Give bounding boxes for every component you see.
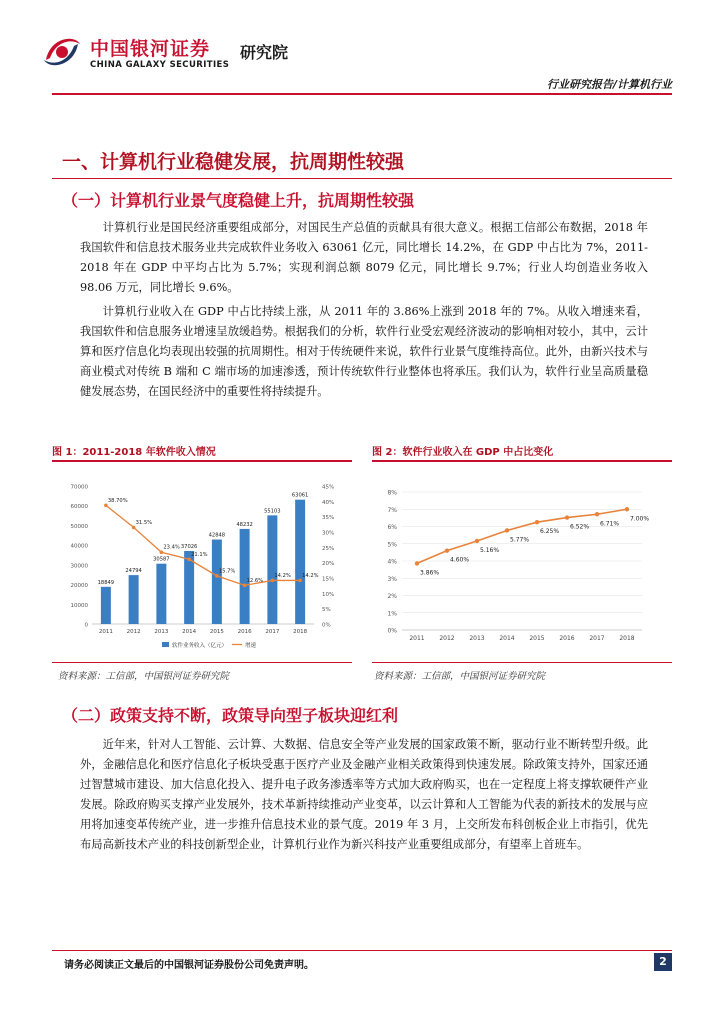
revenue-bar-label: 42848 bbox=[208, 532, 226, 539]
gdp-share-label: 5.77% bbox=[510, 536, 530, 544]
revenue-bar bbox=[267, 515, 277, 624]
paragraph-2: 计算机行业收入在 GDP 中占比持续上涨，从 2011 年的 3.86%上涨到 2018 年的 7%。从收入增速来看，我国软件和信息服务业增速呈放缓趋势。根据我们的分析，软件行业受宏观经济波动的影响相对较小，其中，云计算和医疗信息化均表现出较强的抗周期性。相对于传统硬件来说，软件行业景气度维持高位。此外，由新兴技术与商业模式对传统 B 端和 C 端市场的加速渗透，预计传统软件行业整体也将承压。我们认为，软件行业呈高质量稳健发展态势，在国民经济中的重要性将持续提升。 bbox=[80, 305, 648, 398]
figure-2-title: 图 2：软件行业收入在 GDP 中占比变化 bbox=[372, 447, 554, 458]
subsection-title-1: （一）计算机行业景气度稳健上升，抗周期性较强 bbox=[62, 191, 415, 210]
growth-label: 15.7% bbox=[218, 568, 236, 575]
subsection-title-2: （二）政策支持不断，政策导向型子板块迎红利 bbox=[62, 706, 399, 725]
gdp-share-point bbox=[535, 520, 539, 524]
y-tick-label: 40000 bbox=[70, 543, 88, 550]
gdp-share-label: 6.25% bbox=[540, 528, 560, 536]
gdp-share-label: 6.71% bbox=[600, 520, 620, 528]
figure-1-rule bbox=[52, 460, 352, 462]
section-title: 一、计算机行业稳健发展，抗周期性较强 bbox=[62, 151, 405, 173]
x-tick-label: 2015 bbox=[529, 635, 545, 642]
gdp-share-label: 5.16% bbox=[480, 546, 500, 554]
page-number: 2 bbox=[654, 953, 672, 971]
x-tick-label: 2012 bbox=[439, 635, 455, 642]
y2-tick-label: 40% bbox=[322, 499, 335, 506]
figure-1-bottom-rule bbox=[52, 662, 352, 663]
growth-label: 21.1% bbox=[191, 551, 208, 558]
y-tick-label: 0% bbox=[387, 627, 397, 635]
y-tick-label: 5% bbox=[387, 541, 397, 549]
legend-line-label: 增速 bbox=[245, 643, 257, 649]
gdp-share-point bbox=[595, 512, 599, 516]
gdp-share-chart bbox=[372, 478, 672, 658]
revenue-bar bbox=[212, 540, 222, 624]
brand-name-en: CHINA GALAXY SECURITIES bbox=[90, 60, 230, 70]
x-tick-label: 2017 bbox=[265, 629, 280, 635]
y-tick-label: 2% bbox=[387, 593, 397, 600]
growth-point bbox=[160, 550, 164, 554]
report-type: 行业研究报告/计算机行业 bbox=[546, 78, 672, 91]
x-tick-label: 2011 bbox=[409, 635, 425, 642]
y2-tick-label: 0% bbox=[322, 622, 331, 629]
figure-2-rule bbox=[372, 460, 672, 462]
y2-tick-label: 15% bbox=[322, 576, 335, 583]
revenue-bar bbox=[129, 575, 139, 624]
gdp-share-label: 6.52% bbox=[570, 523, 590, 531]
revenue-bar-label: 55103 bbox=[264, 508, 281, 515]
figure-1-title: 图 1：2011-2018 年软件收入情况 bbox=[52, 447, 216, 458]
y2-tick-label: 25% bbox=[322, 545, 335, 552]
revenue-bar-label: 18849 bbox=[97, 579, 115, 586]
gdp-share-point bbox=[445, 548, 449, 552]
paragraph-3: 近年来，针对人工智能、云计算、大数据、信息安全等产业发展的国家政策不断，驱动行业不断转型升级。此外，金融信息化和医疗信息化子板块受惠于医疗产业及金融产业相关政策得到快速发展。除政策支持外，国家还通过智慧城市建设、加大信息化投入、提升电子政务渗透率等方式加大政府购买，也在一定程度上将支撑软硬件产业发展。除政府购买支撑产业发展外，技术革新持续推动产业变革，以云计算和人工智能为代表的新技术的发展与应用将加速变革传统产业，进一步推升信息技术业的景气度。2019 年 3 月，上交所发布科创板企业上市指引，优先布局高新技术产业的科技创新型企业，计算机行业作为新兴科技产业重要组成部分，有望率上首班车。 bbox=[80, 738, 648, 851]
paragraph-1: 计算机行业是国民经济重要组成部分，对国民生产总值的贡献具有很大意义。根据工信部公布数据，2018 年我国软件和信息技术服务业共完成软件业务收入 63061 亿元，同比增长 14.2%，在 GDP 中占比为 7%，2011-2018 年在 GDP 中平均占比为 5.7%；实现利润总额 8079 亿元，同比增长 9.7%；行业人均创造业务收入 98.06 万元，同比增长 9.6%。 bbox=[80, 221, 648, 294]
y-tick-label: 50000 bbox=[70, 523, 88, 530]
revenue-bar bbox=[101, 587, 111, 624]
figure-1-source: 资料来源：工信部，中国银河证券研究院 bbox=[58, 671, 230, 682]
revenue-bar bbox=[295, 500, 305, 624]
x-tick-label: 2013 bbox=[154, 629, 169, 635]
y2-tick-label: 35% bbox=[322, 515, 335, 522]
x-tick-label: 2015 bbox=[209, 629, 224, 635]
revenue-bar-label: 48232 bbox=[236, 521, 253, 528]
figure-2-bottom-rule bbox=[372, 662, 672, 663]
growth-point bbox=[187, 557, 191, 561]
legend-bar-label: 软件业务收入（亿元） bbox=[172, 643, 228, 649]
growth-point bbox=[132, 526, 136, 530]
y2-tick-label: 10% bbox=[322, 591, 335, 598]
galaxy-logo-icon bbox=[40, 30, 84, 74]
y2-tick-label: 30% bbox=[322, 530, 335, 537]
gdp-share-label: 3.86% bbox=[420, 569, 440, 577]
y-tick-label: 60000 bbox=[70, 504, 88, 511]
y-tick-label: 20000 bbox=[70, 583, 88, 590]
growth-point bbox=[271, 579, 275, 583]
brand-name-cn: 中国银河证券 bbox=[90, 38, 211, 60]
growth-point bbox=[243, 584, 247, 588]
x-tick-label: 2017 bbox=[589, 635, 605, 642]
gdp-share-point bbox=[565, 515, 569, 519]
revenue-bar bbox=[156, 564, 166, 624]
gdp-share-point bbox=[475, 539, 479, 543]
y2-tick-label: 20% bbox=[322, 561, 335, 568]
brand-institute: 研究院 bbox=[240, 43, 289, 62]
legend-bar-swatch bbox=[162, 642, 169, 647]
y-tick-label: 7% bbox=[387, 506, 397, 514]
growth-point bbox=[104, 504, 108, 508]
x-tick-label: 2011 bbox=[98, 629, 113, 635]
growth-point bbox=[215, 574, 219, 578]
x-tick-label: 2014 bbox=[499, 635, 515, 642]
y-tick-label: 4% bbox=[387, 558, 397, 566]
y-tick-label: 3% bbox=[387, 575, 397, 583]
x-tick-label: 2014 bbox=[182, 629, 197, 635]
y2-tick-label: 45% bbox=[322, 484, 335, 491]
gdp-share-label: 4.60% bbox=[450, 556, 470, 564]
footer-divider bbox=[52, 950, 672, 951]
section-title-divider bbox=[52, 178, 672, 179]
growth-label: 31.5% bbox=[135, 519, 153, 526]
y-tick-label: 1% bbox=[387, 610, 397, 618]
figure-2-source: 资料来源：工信部，中国银河证券研究院 bbox=[374, 671, 546, 682]
gdp-share-point bbox=[415, 561, 419, 565]
gdp-share-point bbox=[625, 507, 629, 511]
growth-label: 38.70% bbox=[107, 497, 128, 504]
y-tick-label: 70000 bbox=[70, 484, 88, 491]
y-tick-label: 0 bbox=[84, 622, 88, 629]
disclaimer-note: 请务必阅读正文最后的中国银河证券股份公司免责声明。 bbox=[64, 960, 314, 971]
y-tick-label: 30000 bbox=[70, 563, 88, 570]
growth-label: 14.2% bbox=[302, 572, 319, 579]
software-revenue-chart bbox=[52, 478, 352, 658]
gdp-share-point bbox=[505, 528, 509, 532]
gdp-share-label: 7.00% bbox=[630, 515, 650, 523]
revenue-bar-label: 24794 bbox=[125, 568, 142, 575]
growth-label: 14.2% bbox=[274, 572, 291, 579]
y-tick-label: 10000 bbox=[70, 602, 88, 609]
x-tick-label: 2012 bbox=[126, 629, 141, 635]
revenue-bar bbox=[240, 529, 250, 624]
x-tick-label: 2018 bbox=[293, 629, 308, 635]
y-tick-label: 6% bbox=[387, 524, 397, 531]
header-divider bbox=[52, 93, 672, 95]
growth-label: 23.4% bbox=[163, 544, 180, 551]
y-tick-label: 8% bbox=[387, 489, 397, 497]
revenue-bar-label: 63061 bbox=[291, 492, 309, 499]
x-tick-label: 2013 bbox=[469, 635, 485, 642]
y2-tick-label: 5% bbox=[322, 607, 331, 614]
growth-point bbox=[298, 579, 302, 583]
revenue-bar-label: 30587 bbox=[153, 556, 170, 563]
x-tick-label: 2018 bbox=[619, 635, 635, 642]
x-tick-label: 2016 bbox=[237, 629, 252, 635]
x-tick-label: 2016 bbox=[559, 635, 575, 642]
revenue-bar-label: 37026 bbox=[180, 544, 198, 551]
growth-label: 12.6% bbox=[246, 577, 264, 584]
